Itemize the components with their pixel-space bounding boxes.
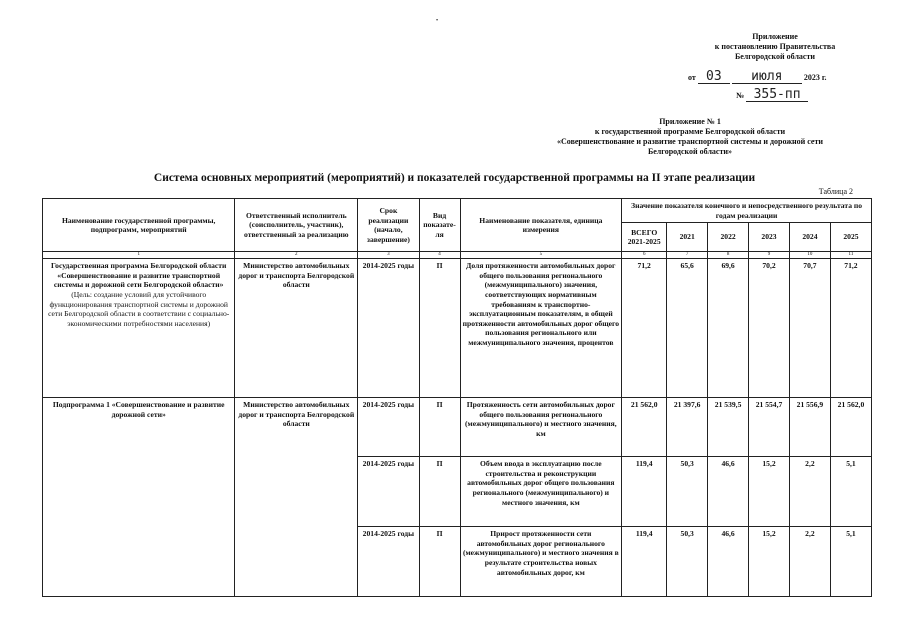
value-2021: 65,6: [667, 259, 708, 398]
value-2021: 21 397,6: [667, 398, 708, 457]
term-cell: 2014-2025 годы: [358, 457, 419, 527]
program-name: Государственная программа Белгородской области «Совершенствование и развитие транспортной системы и дорожной сети Белгородской области»: [50, 261, 227, 290]
appendix-line2: к постановлению Правительства: [714, 42, 836, 51]
value-2021: 50,3: [667, 457, 708, 527]
col-number: 6: [622, 252, 667, 259]
indicator-cell: Протяженность сети автомобильных дорог общего пользования регионального (межмуниципального) и местного значения, км: [460, 398, 622, 457]
value-2022: 46,6: [708, 457, 749, 527]
value-2023: 15,2: [749, 527, 790, 597]
indicator-cell: Объем ввода в эксплуатацию после строительства и реконструкции автомобильных дорог общего пользования регионального (межмуниципального) и местного значения, км: [460, 457, 622, 527]
subprogram-name: Подпрограмма 1 «Совершенствование и развитие дорожной сети»: [43, 398, 235, 597]
type-cell: П: [419, 259, 460, 398]
col-number: 5: [460, 252, 622, 259]
appendix1-block: [540, 117, 840, 157]
value-total: 119,4: [622, 457, 667, 527]
value-2024: 21 556,9: [789, 398, 830, 457]
col-number: 1: [43, 252, 235, 259]
appendix1-label: Приложение № 1: [659, 117, 721, 126]
number-prefix: №: [736, 91, 745, 100]
appendix1-line4: Белгородской области»: [647, 147, 733, 156]
value-total: 119,4: [622, 527, 667, 597]
header-term: Срок реализации (начало, завершение): [358, 199, 419, 252]
header-values-group: Значение показателя конечного и непосредственного результата по годам реализации: [622, 199, 872, 223]
value-2022: 46,6: [708, 527, 749, 597]
speck: •: [436, 18, 439, 24]
value-total: 71,2: [622, 259, 667, 398]
term-cell: 2014-2025 годы: [358, 398, 419, 457]
value-2021: 50,3: [667, 527, 708, 597]
indicator-cell: Прирост протяженности сети автомобильных дорог регионального (межмуниципального) и местного значения в результате строительства новых автомобильных дорог, км: [460, 527, 622, 597]
header-indicator: Наименование показателя, единица измерения: [460, 199, 622, 252]
date-month: июля: [732, 70, 802, 84]
table-row: [43, 398, 872, 457]
executor-cell: Министерство автомобильных дорог и транспорта Белгородской области: [235, 398, 358, 597]
table-row: [43, 259, 872, 398]
value-2025: 5,1: [830, 527, 871, 597]
appendix1-line2: к государственной программе Белгородской области: [594, 127, 786, 136]
value-2023: 21 554,7: [749, 398, 790, 457]
value-2025: 21 562,0: [830, 398, 871, 457]
document-title: Система основных мероприятий (мероприятий) и показателей государственной программы на II этапе реализации: [153, 172, 756, 184]
col-number: 10: [789, 252, 830, 259]
indicator-cell: Доля протяженности автомобильных дорог общего пользования регионального (межмуниципального) значения, соответствующих нормативным требованиям к транспортно-эксплуатационным показателям, в общей протяженности автомобильных дорог общего пользования регионального или межмуниципального значения, процентов: [460, 259, 622, 398]
term-cell: 2014-2025 годы: [358, 259, 419, 398]
col-number: 8: [708, 252, 749, 259]
header-total: ВСЕГО 2021-2025: [622, 223, 667, 252]
value-2025: 5,1: [830, 457, 871, 527]
header-2023: 2023: [749, 223, 790, 252]
term-cell: 2014-2025 годы: [358, 527, 419, 597]
program-goal: (Цель: создание условий для устойчивого функционирования транспортной системы и дорожной сети Белгородской области в соответствии с социально-экономическими потребностями населения): [48, 289, 230, 328]
value-2025: 71,2: [830, 259, 871, 398]
header-2022: 2022: [708, 223, 749, 252]
appendix-line3: Белгородской области: [734, 52, 816, 61]
header-2025: 2025: [830, 223, 871, 252]
table-label: Таблица 2: [818, 187, 853, 196]
col-number: 4: [419, 252, 460, 259]
value-2022: 21 539,5: [708, 398, 749, 457]
value-2023: 70,2: [749, 259, 790, 398]
type-cell: П: [419, 457, 460, 527]
appendix-label: Приложение: [752, 32, 798, 41]
value-2024: 70,7: [789, 259, 830, 398]
date-prefix: от: [688, 73, 696, 82]
value-2024: 2,2: [789, 527, 830, 597]
type-cell: П: [419, 527, 460, 597]
indicators-table: [42, 198, 872, 597]
header-type: Вид показате-ля: [419, 199, 460, 252]
header-2021: 2021: [667, 223, 708, 252]
col-number: 7: [667, 252, 708, 259]
header-2024: 2024: [789, 223, 830, 252]
number-value: 355-пп: [746, 88, 808, 102]
header-name: Наименование государственной программы, подпрограмм, мероприятий: [43, 199, 235, 252]
value-2024: 2,2: [789, 457, 830, 527]
col-number: 9: [749, 252, 790, 259]
value-2023: 15,2: [749, 457, 790, 527]
header-executor: Ответственный исполнитель (соисполнитель, участник), ответственный за реализацию: [235, 199, 358, 252]
column-numbers-row: [43, 252, 872, 259]
col-number: 2: [235, 252, 358, 259]
type-cell: П: [419, 398, 460, 457]
appendix-number: [736, 88, 836, 104]
appendix1-line3: «Совершенствование и развитие транспортной системы и дорожной сети: [556, 137, 824, 146]
date-year: 2023 г.: [803, 73, 827, 82]
appendix-block: [690, 32, 860, 62]
program-name-cell: [43, 259, 235, 398]
col-number: 3: [358, 252, 419, 259]
col-number: 11: [830, 252, 871, 259]
value-total: 21 562,0: [622, 398, 667, 457]
value-2022: 69,6: [708, 259, 749, 398]
date-day: 03: [698, 70, 730, 84]
executor-cell: Министерство автомобильных дорог и транспорта Белгородской области: [235, 259, 358, 398]
appendix-date: [688, 70, 868, 86]
